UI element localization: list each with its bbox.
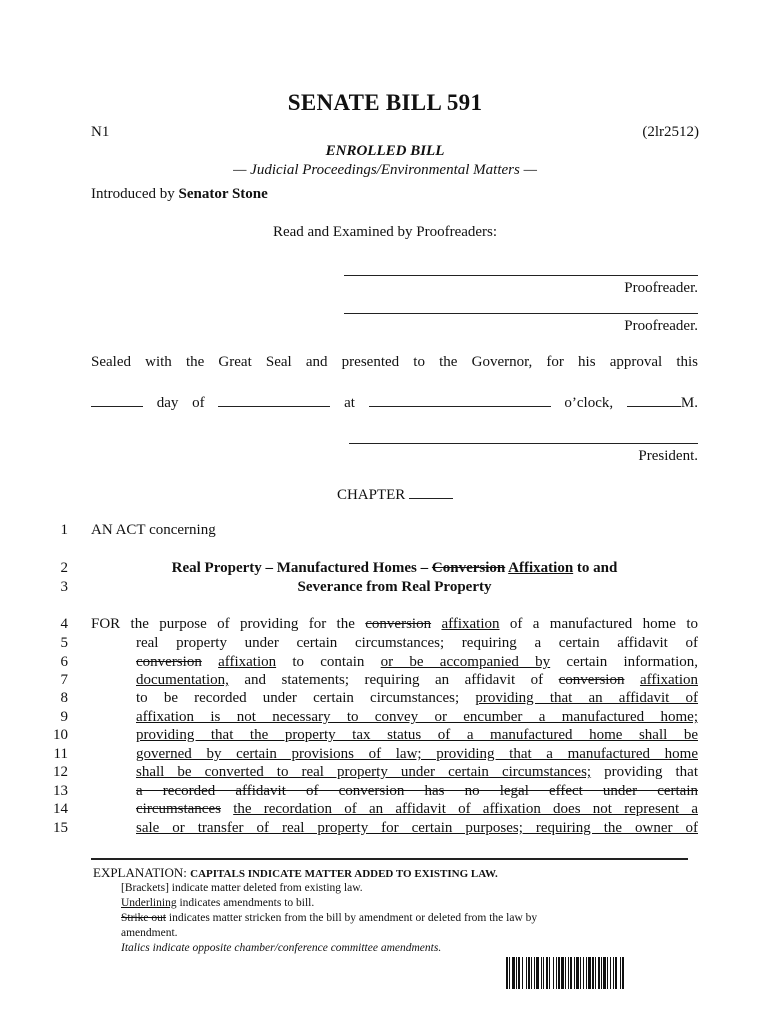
purpose-line-10 (136, 727, 698, 744)
explanation-caps: CAPITALS INDICATE MATTER ADDED TO EXISTING LAW. (190, 868, 498, 880)
purpose-line-7: documentation, and statements; requiring an affidavit of conversion affixation (136, 672, 699, 688)
amended-text: affixation (218, 654, 277, 670)
line-number: 6 (60, 654, 68, 670)
purpose-line-13 (136, 783, 698, 800)
line-number: 2 (60, 560, 68, 576)
bill-title: SENATE BILL 591 (287, 90, 483, 115)
explanation-rule (91, 858, 688, 860)
amended-text: providing that the property tax status of a manufactured home shall be (136, 727, 698, 743)
introduced-prefix: Introduced by (91, 186, 179, 202)
committees-line: — Judicial Proceedings/Environmental Matters — (233, 162, 537, 178)
stricken-text: a recorded affidavit of conversion has no legal effect under certain (136, 783, 698, 799)
subject-title-line-1: Real Property – Manufactured Homes – Conversion Affixation to and (171, 560, 618, 576)
line-number: 12 (53, 764, 68, 780)
line-number: 7 (60, 672, 68, 688)
at-word: at (344, 395, 355, 411)
day-blank (91, 393, 143, 407)
meridiem-blank (627, 393, 681, 407)
explanation-italics: Italics indicate opposite chamber/conference committee amendments. (121, 942, 442, 954)
amended-text: governed by certain provisions of law; providing that a manufactured home (136, 746, 698, 762)
chapter-word: CHAPTER (336, 487, 406, 503)
month-blank (218, 393, 330, 407)
purpose-line-14 (136, 801, 698, 818)
line-number: 8 (60, 690, 68, 706)
stricken-text: conversion (136, 654, 202, 670)
proofreader-signature-line-1 (344, 275, 698, 276)
day-word: day (156, 395, 179, 411)
purpose-line-9 (136, 709, 698, 726)
barcode-bar (624, 957, 625, 989)
line-number: 1 (60, 522, 68, 538)
explanation-strike: Strike out indicates matter stricken from the bill by amendment or deleted from the law by (121, 912, 538, 924)
chapter-heading (0, 485, 770, 504)
sponsor-name: Senator Stone (178, 186, 268, 202)
purpose-line-11 (136, 746, 698, 763)
line-number: 11 (53, 746, 68, 762)
date-time-line (91, 393, 698, 412)
explanation-brackets: [Brackets] indicate matter deleted from existing law. (121, 882, 363, 894)
line-number: 10 (53, 727, 68, 743)
amended-text: shall be converted to real property under certain circumstances; (136, 764, 592, 780)
proofreader-label-2: Proofreader. (624, 318, 698, 334)
amended-text: providing that an affidavit of (475, 690, 699, 706)
oclock-word: o’clock, (564, 395, 614, 411)
amended-text: affixation (639, 672, 699, 688)
line-number: 5 (60, 635, 68, 651)
line-number: 9 (60, 709, 68, 725)
explanation-label: EXPLANATION: (93, 865, 191, 880)
chapter-blank (409, 485, 453, 499)
meridiem-group (627, 393, 698, 412)
president-signature-line (349, 443, 698, 444)
amended-text: affixation is not necessary to convey or encumber a manufactured home; (136, 709, 698, 725)
line-number: 14 (53, 801, 68, 817)
amended-text: documentation, (136, 672, 229, 688)
explanation-strike-cont: amendment. (121, 927, 178, 939)
of-word: of (192, 395, 205, 411)
purpose-line-15 (136, 820, 698, 837)
explanation-heading (93, 865, 498, 881)
amended-text: or be accompanied by (380, 654, 551, 670)
purpose-line-8: to be recorded under certain circumstances; providing that an affidavit of (136, 690, 699, 706)
line-number: 4 (60, 616, 68, 632)
line-number: 15 (53, 820, 68, 836)
explanation-underlining: Underlining indicates amendments to bill. (121, 897, 315, 909)
introduced-by (91, 186, 268, 203)
amended-text: affixation (441, 616, 500, 632)
purpose-line-5: real property under certain circumstances; requiring a certain affidavit of (136, 635, 698, 651)
barcode-image (506, 957, 693, 989)
time-blank (369, 393, 551, 407)
amended-text: the recordation of an affidavit of affixation does not represent a (233, 801, 698, 817)
m-word: M. (680, 395, 698, 411)
proofreaders-heading: Read and Examined by Proofreaders: (272, 224, 498, 240)
amended-text: Affixation (508, 560, 574, 576)
drafting-code: (2lr2512) (642, 124, 699, 140)
stricken-text: Conversion (431, 560, 506, 576)
enrolled-heading: ENROLLED BILL (325, 143, 445, 159)
purpose-line-12: shall be converted to real property under certain circumstances; providing that (136, 764, 699, 780)
amended-text: sale or transfer of real property for certain purposes; requiring the owner of (136, 820, 698, 836)
stricken-text: circumstances (136, 801, 221, 817)
purpose-line-6: conversion affixation to contain or be accompanied by certain information, (136, 654, 699, 670)
proofreader-label-1: Proofreader. (624, 280, 698, 296)
sealed-sentence: Sealed with the Great Seal and presented to the Governor, for his approval this (91, 354, 698, 370)
subject-code: N1 (91, 124, 110, 140)
proofreader-signature-line-2 (344, 313, 698, 314)
line-number: 13 (53, 783, 68, 799)
line-number: 3 (60, 579, 68, 595)
act-concerning: AN ACT concerning (91, 522, 216, 538)
president-label: President. (638, 448, 698, 464)
stricken-text: conversion (365, 616, 432, 632)
subject-title-line-2: Severance from Real Property (297, 579, 492, 595)
purpose-line-4: FOR the purpose of providing for the conversion affixation of a manufactured home to (91, 616, 698, 632)
stricken-text: conversion (558, 672, 625, 688)
amended-text: , (694, 654, 699, 670)
